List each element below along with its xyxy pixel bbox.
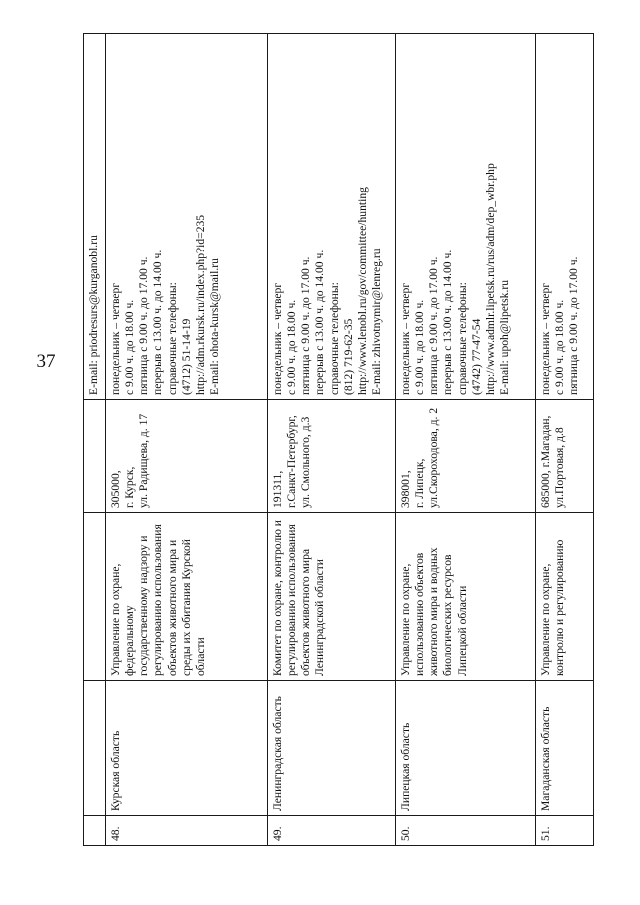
contact-line: (812) 719-62-35 (341, 318, 355, 395)
contact-line: пятница с 9.00 ч. до 17.00 ч. (137, 256, 151, 395)
contact-line: перерыв с 13.00 ч. до 14.00 ч. (151, 249, 165, 395)
top-region-cell (84, 681, 106, 816)
contact-line: (4712) 51-14-19 (179, 318, 193, 395)
agencies-table (83, 33, 594, 846)
top-email-cell (84, 34, 106, 400)
top-agency-cell (84, 513, 106, 681)
address-cell (396, 400, 536, 513)
contact-line: E-mail: upoh@lipetsk.ru (497, 279, 511, 395)
contact-line: перерыв с 13.00 ч. до 14.00 ч. (441, 249, 455, 395)
row-number: 48. (106, 816, 268, 846)
contacts-cell (106, 34, 268, 400)
address-line: г. Липецк, (413, 458, 427, 508)
address-line: ул. Смольного, д.3 (299, 416, 313, 508)
page-number: 37 (36, 351, 56, 372)
region-cell: Липецкая область (396, 681, 536, 816)
contact-line: понедельник – четверг (539, 282, 552, 395)
contact-line: справочные телефоны: (455, 282, 469, 395)
contact-line: http://www.lenobl.ru/gov/committee/hunting (355, 187, 369, 395)
top-address-cell (84, 400, 106, 513)
address-line: 305000, (109, 470, 122, 508)
contact-line: E-mail: ohota-kursk@mail.ru (207, 258, 221, 395)
address-cell (268, 400, 396, 513)
table-row (268, 34, 396, 846)
table-wrapper (83, 34, 593, 846)
contacts-cell (536, 34, 594, 400)
address-cell (106, 400, 268, 513)
contacts-cell (396, 34, 536, 400)
agency-cell: Управление по охране, контролю и регулированию (536, 513, 594, 681)
contact-line: с 9.00 ч. до 18.00 ч. (123, 299, 137, 395)
contact-line: http://adm.rkursk.ru/index.php?id=235 (193, 214, 207, 395)
contact-line: с 9.00 ч. до 18.00 ч. (553, 299, 567, 395)
table-row (536, 34, 594, 846)
address-line: 191311, (271, 470, 284, 508)
address-line: 398001, (399, 470, 412, 508)
contact-line: пятница с 9.00 ч. до 17.00 ч. (567, 256, 581, 395)
address-line: г.Санкт-Петербург, (285, 415, 299, 508)
region-cell: Магаданская область (536, 681, 594, 816)
agency-cell: Комитет по охране, контролю и регулированию использования объектов животного мира Ленинградской области (268, 513, 396, 681)
contact-line: справочные телефоны: (327, 282, 341, 395)
contact-line: с 9.00 ч. до 18.00 ч. (413, 299, 427, 395)
contact-line: http://www.admlr.lipetsk.ru/rus/adm/dep_wbr.php (483, 163, 497, 395)
address-line: ул. Радищева, д. 17 (137, 413, 151, 508)
contact-line: с 9.00 ч. до 18.00 ч. (285, 299, 299, 395)
address-line: 685000, г.Магадан, (539, 415, 552, 508)
row-number: 49. (268, 816, 396, 846)
top-email: E-mail: priodresurs@kurganobl.ru (87, 235, 100, 395)
address-cell (536, 400, 594, 513)
contact-line: понедельник – четверг (271, 282, 284, 395)
contact-line: перерыв с 13.00 ч. до 14.00 ч. (313, 249, 327, 395)
contacts-cell (268, 34, 396, 400)
table-row-top (84, 34, 106, 846)
contact-line: пятница с 9.00 ч. до 17.00 ч. (427, 256, 441, 395)
contact-line: E-mail: zhivotnymir@lenreg.ru (369, 248, 383, 395)
top-num-cell (84, 816, 106, 846)
agency-cell: Управление по охране, федеральному государственному надзору и регулированию использования объектов животного мира и среды их обитания Курской области (106, 513, 268, 681)
contact-line: понедельник – четверг (399, 282, 412, 395)
address-line: ул.Портовая, д.8 (553, 427, 567, 508)
region-cell: Курская область (106, 681, 268, 816)
table-row (106, 34, 268, 846)
address-line: г. Курск, (123, 466, 137, 508)
contact-line: пятница с 9.00 ч. до 17.00 ч. (299, 256, 313, 395)
agency-cell: Управление по охране, использованию объектов животного мира и водных биологических ресурсов Липецкой области (396, 513, 536, 681)
contact-line: (4742) 77-47-54 (469, 318, 483, 395)
region-cell: Ленинградская область (268, 681, 396, 816)
table-row (396, 34, 536, 846)
contact-line: справочные телефоны: (165, 282, 179, 395)
contact-line: понедельник – четверг (109, 282, 122, 395)
row-number: 51. (536, 816, 594, 846)
row-number: 50. (396, 816, 536, 846)
rotated-page-area (83, 34, 593, 846)
address-line: ул.Скороходова, д. 2 (427, 407, 441, 508)
